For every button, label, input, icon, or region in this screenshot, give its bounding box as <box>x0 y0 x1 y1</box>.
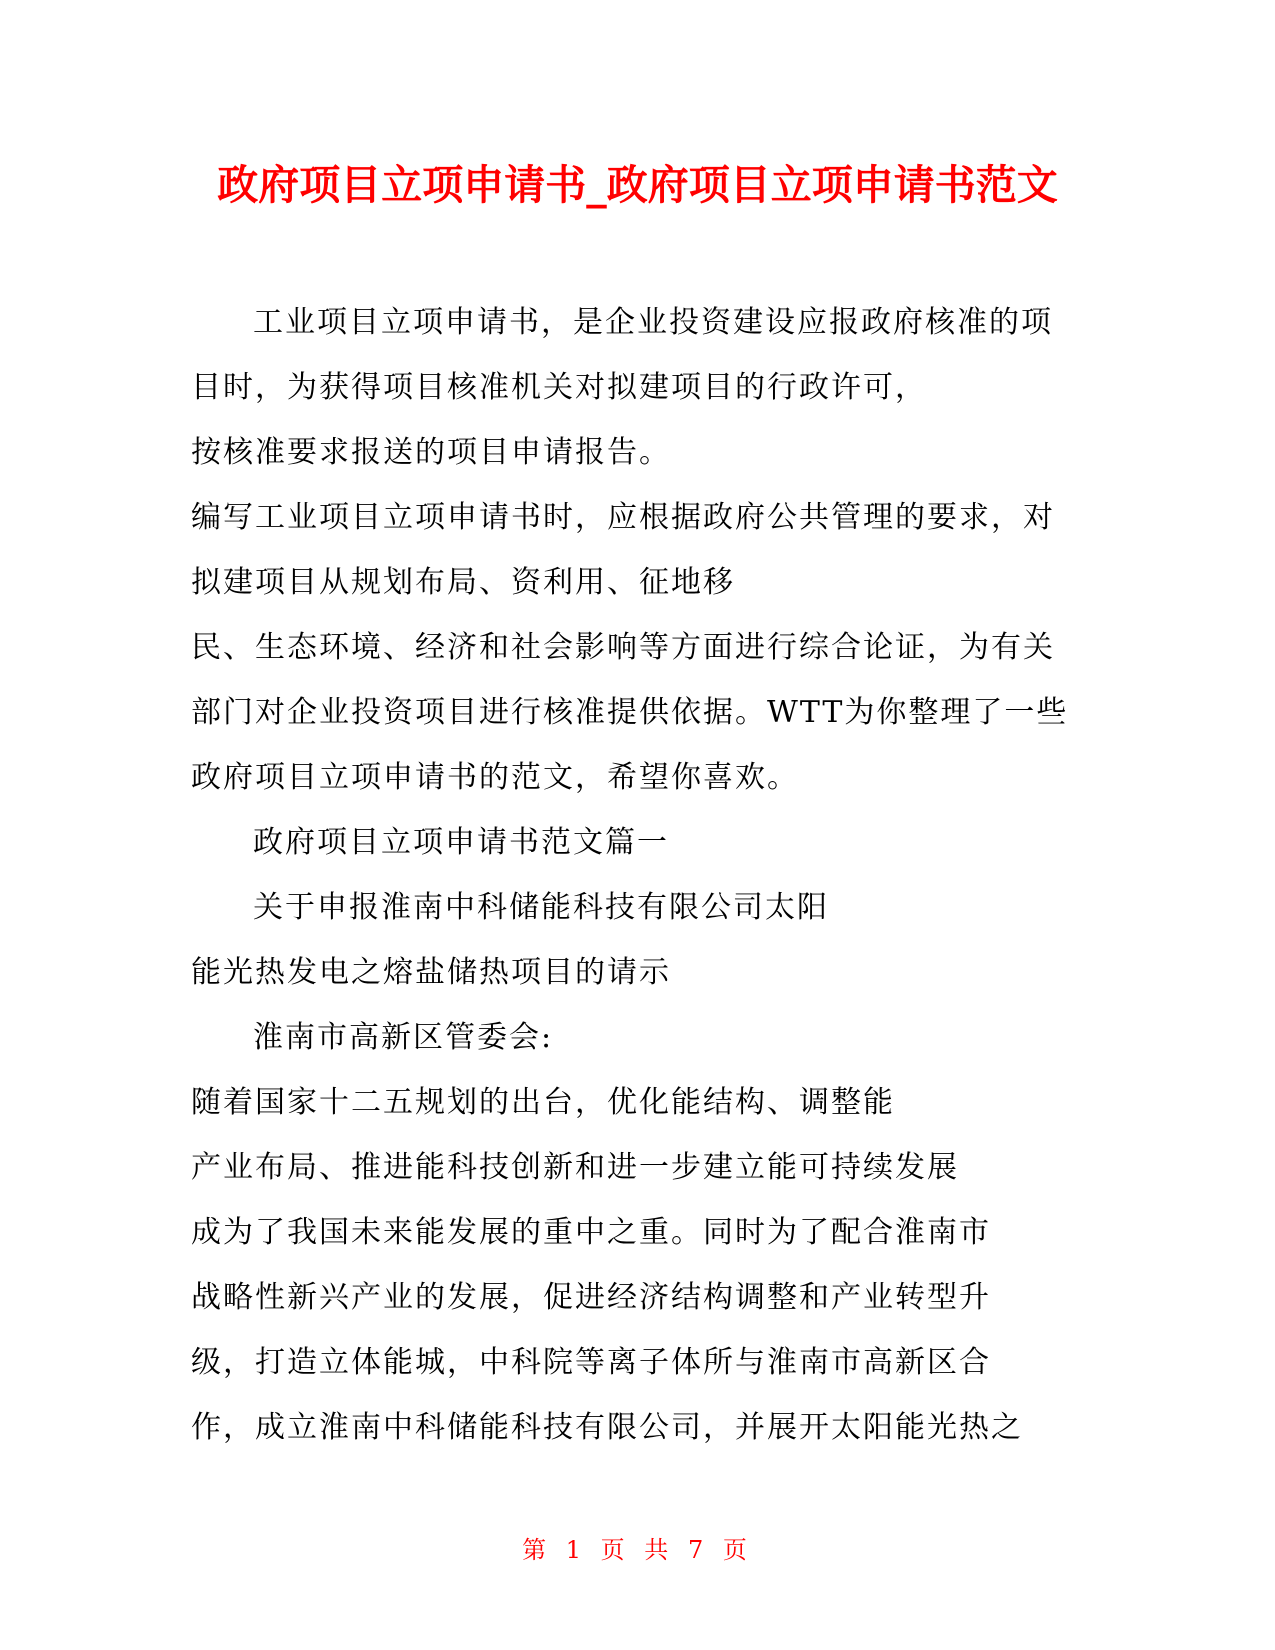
body-line: 编写工业项目立项申请书时，应根据政府公共管理的要求，对 <box>191 500 1055 535</box>
body-line: 关于申报淮南中科储能科技有限公司太阳 <box>253 890 829 925</box>
body-line: 能光热发电之熔盐储热项目的请示 <box>191 955 671 990</box>
document-body <box>191 290 1091 1460</box>
page-footer: 第 1 页 共 7 页 <box>522 1536 753 1564</box>
body-line: 工业项目立项申请书，是企业投资建设应报政府核准的项 <box>253 305 1053 340</box>
body-line: 级，打造立体能城，中科院等离子体所与淮南市高新区合 <box>191 1345 991 1380</box>
body-line: 按核准要求报送的项目申请报告。 <box>191 435 671 470</box>
body-line: 战略性新兴产业的发展，促进经济结构调整和产业转型升 <box>191 1280 991 1315</box>
section-heading: 政府项目立项申请书范文篇一 <box>253 825 669 860</box>
body-line: 作，成立淮南中科储能科技有限公司，并展开太阳能光热之 <box>191 1410 1023 1445</box>
body-line: 成为了我国未来能发展的重中之重。同时为了配合淮南市 <box>191 1215 991 1250</box>
body-line: 产业布局、推进能科技创新和进一步建立能可持续发展 <box>191 1150 959 1185</box>
body-line: 民、生态环境、经济和社会影响等方面进行综合论证，为有关 <box>191 630 1055 665</box>
body-line: 政府项目立项申请书的范文，希望你喜欢。 <box>191 760 799 795</box>
body-line: 部门对企业投资项目进行核准提供依据。WTT为你整理了一些 <box>191 695 1069 730</box>
body-line: 目时，为获得项目核准机关对拟建项目的行政许可， <box>191 370 927 405</box>
salutation-line: 淮南市高新区管委会: <box>253 1020 554 1055</box>
body-line: 随着国家十二五规划的出台，优化能结构、调整能 <box>191 1085 895 1120</box>
body-line: 拟建项目从规划布局、资利用、征地移 <box>191 565 735 600</box>
document-title: 政府项目立项申请书_政府项目立项申请书范文 <box>217 161 1058 209</box>
